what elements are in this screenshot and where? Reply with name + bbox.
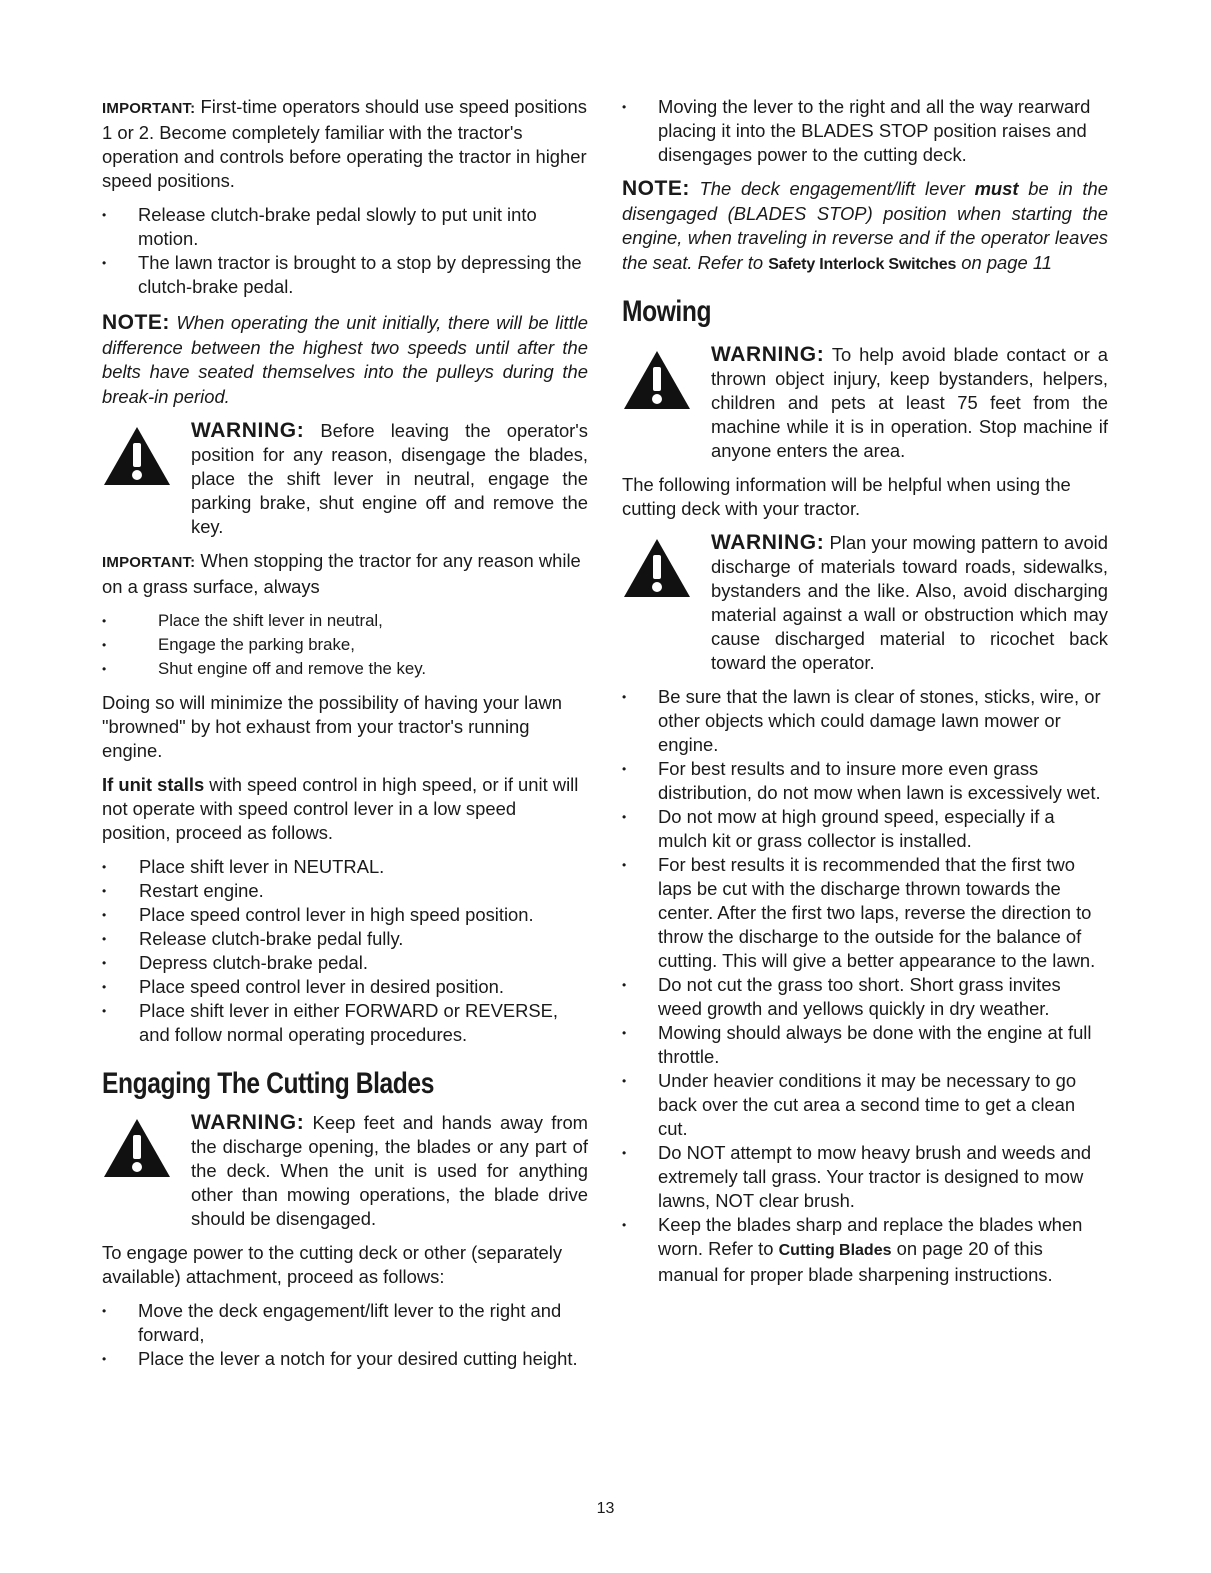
bullet-list-engage bbox=[102, 1299, 588, 1371]
list-item: Place shift lever in either FORWARD or REVERSE, and follow normal operating procedures. bbox=[139, 1000, 559, 1045]
warning-triangle-icon bbox=[624, 539, 690, 597]
list-item: Mowing should always be done with the engine at full throttle. bbox=[658, 1022, 1092, 1067]
bullet-list-blades-stop bbox=[622, 95, 1108, 167]
list-item: Depress clutch-brake pedal. bbox=[139, 952, 368, 973]
list-item: Place the shift lever in neutral, bbox=[158, 611, 383, 630]
list-item: The lawn tractor is brought to a stop by depressing the clutch-brake pedal. bbox=[138, 252, 582, 297]
list-item: Place speed control lever in high speed position. bbox=[139, 904, 534, 925]
link-safety-interlock-switches: Safety Interlock Switches bbox=[768, 255, 957, 273]
bullet-list-stall-procedure bbox=[102, 855, 588, 1047]
list-item: Do not mow at high ground speed, especially if a mulch kit or grass collector is installed. bbox=[658, 806, 1055, 851]
warning-mowing-pattern: WARNING: Plan your mowing pattern to avoid discharge of materials toward roads, sidewalks, bystanders and the like. Also, avoid discharging material against a wall or obstruction which may cause discharged material to ricochet back toward the operator. bbox=[622, 531, 1108, 675]
bullet-list-release bbox=[102, 203, 588, 299]
list-item: Moving the lever to the right and all the way rearward placing it into the BLADES STOP position raises and disengages power to the cutting deck. bbox=[658, 96, 1091, 165]
paragraph-following-information: The following information will be helpful when using the cutting deck with your tractor. bbox=[622, 474, 1071, 519]
list-item: Restart engine. bbox=[139, 880, 264, 901]
left-column bbox=[102, 95, 588, 1371]
list-item: Move the deck engagement/lift lever to the right and forward, bbox=[138, 1300, 562, 1345]
important-paragraph-1: IMPORTANT: First-time operators should use speed positions 1 or 2. Become completely familiar with the tractor's operation and controls before operating the tractor in higher speed positions. bbox=[102, 96, 587, 191]
note-deck-lever: NOTE: The deck engagement/lift lever must be in the disengaged (BLADES STOP) position when starting the engine, when traveling in reverse and if the operator leaves the seat. Refer to Safety Interlock Switches on page 11 bbox=[622, 177, 1108, 273]
warning-blade-contact: WARNING: To help avoid blade contact or a thrown object injury, keep bystanders, helpers, children and pets at least 75 feet from the machine while it is in operation. Stop machine if anyone enters the area. bbox=[622, 343, 1108, 463]
list-item: For best results it is recommended that the first two laps be cut with the discharge thrown towards the center. After the first two laps, reverse the direction to throw the discharge to the outside for the balance of cutting. This will give a better appearance to the lawn. bbox=[658, 854, 1096, 971]
list-item: Release clutch-brake pedal slowly to put unit into motion. bbox=[138, 204, 537, 249]
link-cutting-blades: Cutting Blades bbox=[778, 1242, 892, 1259]
paragraph-engage-power: To engage power to the cutting deck or other (separately available) attachment, proceed as follows: bbox=[102, 1242, 563, 1287]
list-item: Under heavier conditions it may be necessary to go back over the cut area a second time to get a clean cut. bbox=[658, 1070, 1077, 1139]
list-item: Keep the blades sharp and replace the blades when worn. Refer to Cutting Blades on page 20 of this manual for proper blade sharpening instructions. bbox=[658, 1214, 1083, 1285]
paragraph-unit-stalls: If unit stalls with speed control in high speed, or if unit will not operate with speed control lever in a low speed position, proceed as follows. bbox=[102, 774, 579, 843]
warning-triangle-icon bbox=[104, 427, 170, 485]
page-number: 13 bbox=[596, 1500, 615, 1517]
warning-triangle-icon bbox=[104, 1119, 170, 1177]
note-break-in: NOTE: When operating the unit initially, there will be little difference between the highest two speeds until after the belts have seated themselves into the pulleys during the break-in period. bbox=[102, 311, 588, 407]
warning-triangle-icon bbox=[624, 351, 690, 409]
list-item: Be sure that the lawn is clear of stones, sticks, wire, or other objects which could damage lawn mower or engine. bbox=[658, 686, 1101, 755]
heading-mowing: Mowing bbox=[622, 295, 712, 328]
warning-leaving-seat: WARNING: Before leaving the operator's position for any reason, disengage the blades, place the shift lever in neutral, engage the parking brake, shut engine off and remove the key. bbox=[102, 419, 588, 539]
right-column bbox=[622, 95, 1108, 1287]
bullet-list-stopping bbox=[102, 609, 588, 681]
important-paragraph-2: IMPORTANT: When stopping the tractor for any reason while on a grass surface, always bbox=[102, 550, 581, 597]
bullet-list-mowing-tips bbox=[622, 685, 1108, 1287]
list-item: Engage the parking brake, bbox=[158, 635, 355, 654]
warning-discharge-opening: WARNING: Keep feet and hands away from the discharge opening, the blades or any part of the deck. When the unit is used for anything other than mowing operations, the blade drive should be disengaged. bbox=[102, 1111, 588, 1231]
list-item: Place shift lever in NEUTRAL. bbox=[139, 856, 385, 877]
list-item: Release clutch-brake pedal fully. bbox=[139, 928, 404, 949]
list-item: Place speed control lever in desired position. bbox=[139, 976, 504, 997]
list-item: For best results and to insure more even grass distribution, do not mow when lawn is excessively wet. bbox=[658, 758, 1101, 803]
heading-engaging-cutting-blades: Engaging The Cutting Blades bbox=[102, 1067, 434, 1100]
list-item: Do not cut the grass too short. Short grass invites weed growth and yellows quickly in dry weather. bbox=[658, 974, 1061, 1019]
paragraph-browned: Doing so will minimize the possibility of having your lawn "browned" by hot exhaust from your tractor's running engine. bbox=[102, 692, 562, 761]
list-item: Place the lever a notch for your desired cutting height. bbox=[138, 1348, 578, 1369]
list-item: Do NOT attempt to mow heavy brush and weeds and extremely tall grass. Your tractor is designed to mow lawns, NOT clear brush. bbox=[658, 1142, 1092, 1211]
list-item: Shut engine off and remove the key. bbox=[158, 659, 427, 678]
